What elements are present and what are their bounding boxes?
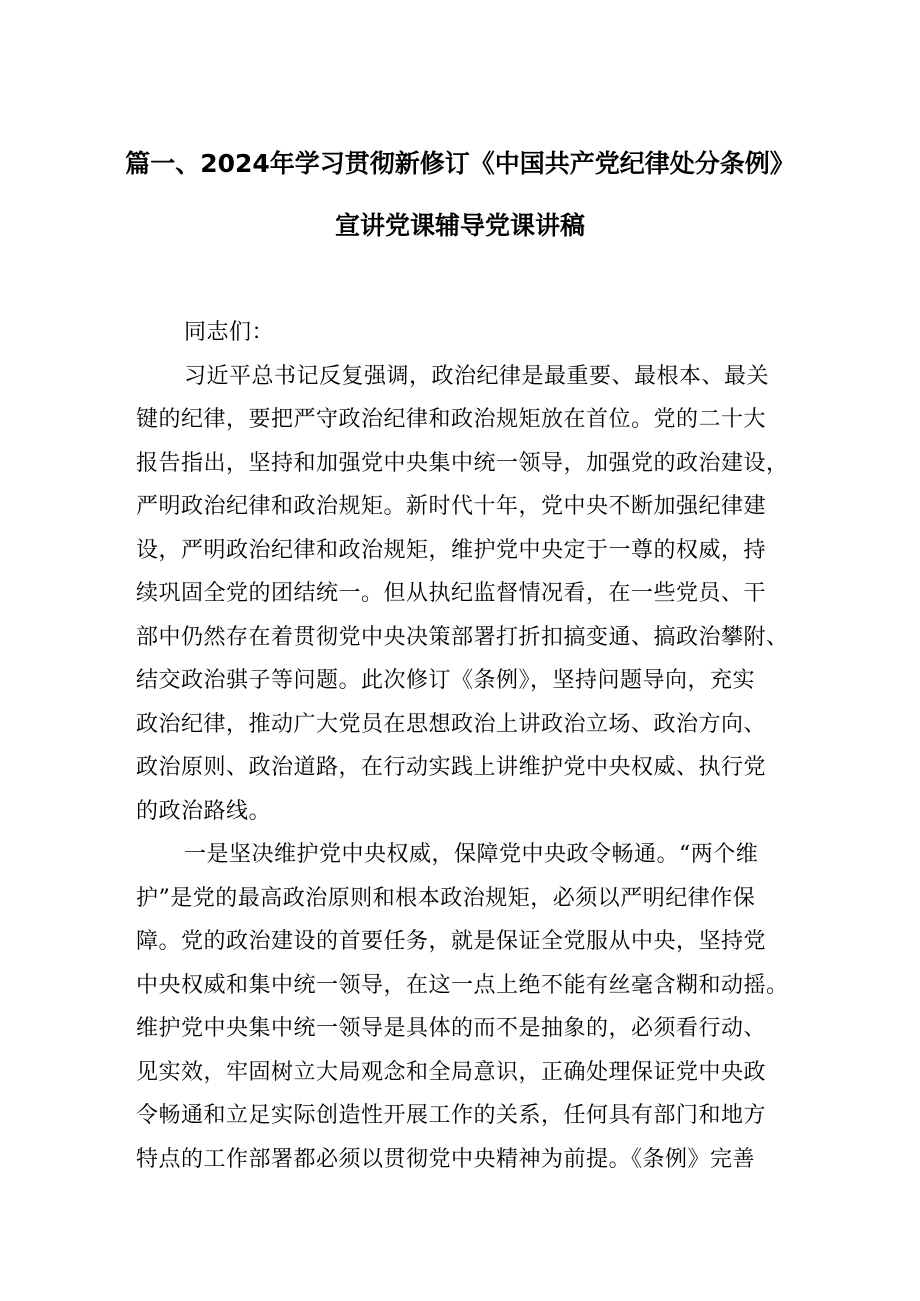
paragraph-line: 见实效，牢固树立大局观念和全局意识，正确处理保证党中央政 (136, 1059, 767, 1085)
paragraph-line: 政治纪律，推动广大党员在思想政治上讲政治立场、政治方向、 (136, 711, 767, 737)
paragraph-line: 设，严明政治纪律和政治规矩，维护党中央定于一尊的权威，持 (136, 537, 767, 563)
paragraph-line: 政治原则、政治道路，在行动实践上讲维护党中央权威、执行党 (136, 755, 767, 780)
paragraph-line: 严明政治纪律和政治规矩。新时代十年，党中央不断加强纪律建 (136, 494, 767, 519)
paragraph-line: 报告指出，坚持和加强党中央集中统一领导，加强党的政治建设， (136, 450, 789, 476)
document-title-line-2: 宣讲党课辅导党课讲稿 (334, 211, 585, 240)
paragraph-line: 续巩固全党的团结统一。但从执纪监督情况看，在一些党员、干 (136, 581, 767, 606)
paragraph-line: 一是坚决维护党中央权威，保障党中央政令畅通。“两个维 (184, 842, 759, 867)
paragraph-line: 部中仍然存在着贯彻党中央决策部署打折扣搞变通、搞政治攀附、 (136, 624, 789, 650)
paragraph-line: 维护党中央集中统一领导是具体的而不是抽象的，必须看行动、 (136, 1016, 767, 1041)
salutation: 同志们： (184, 320, 275, 345)
paragraph-line: 键的纪律，要把严守政治纪律和政治规矩放在首位。党的二十大 (136, 407, 767, 432)
paragraph-line: 障。党的政治建设的首要任务，就是保证全党服从中央，坚持党 (136, 929, 767, 954)
paragraph-line: 护”是党的最高政治原则和根本政治规矩，必须以严明纪律作保 (136, 885, 756, 911)
paragraph-2 (136, 833, 796, 1181)
paragraph-line: 中央权威和集中统一领导，在这一点上绝不能有丝毫含糊和动摇。 (136, 972, 789, 998)
paragraph-1 (136, 355, 796, 834)
paragraph-line: 习近平总书记反复强调，政治纪律是最重要、最根本、最关 (184, 363, 770, 389)
paragraph-line: 结交政治骐子等问题。此次修订《条例》，坚持问题导向，充实 (136, 668, 756, 693)
paragraph-line: 的政治路线。 (136, 798, 272, 824)
paragraph-line: 令畅通和立足实际创造性开展工作的关系，任何具有部门和地方 (136, 1103, 767, 1128)
document-title-line-1: 篇一、2024年学习贯彻新修订《中国共产党纪律处分条例》 (125, 149, 795, 178)
document-body (136, 311, 796, 1181)
paragraph-line: 特点的工作部署都必须以贯彻党中央精神为前提。《条例》完善 (136, 1146, 756, 1172)
